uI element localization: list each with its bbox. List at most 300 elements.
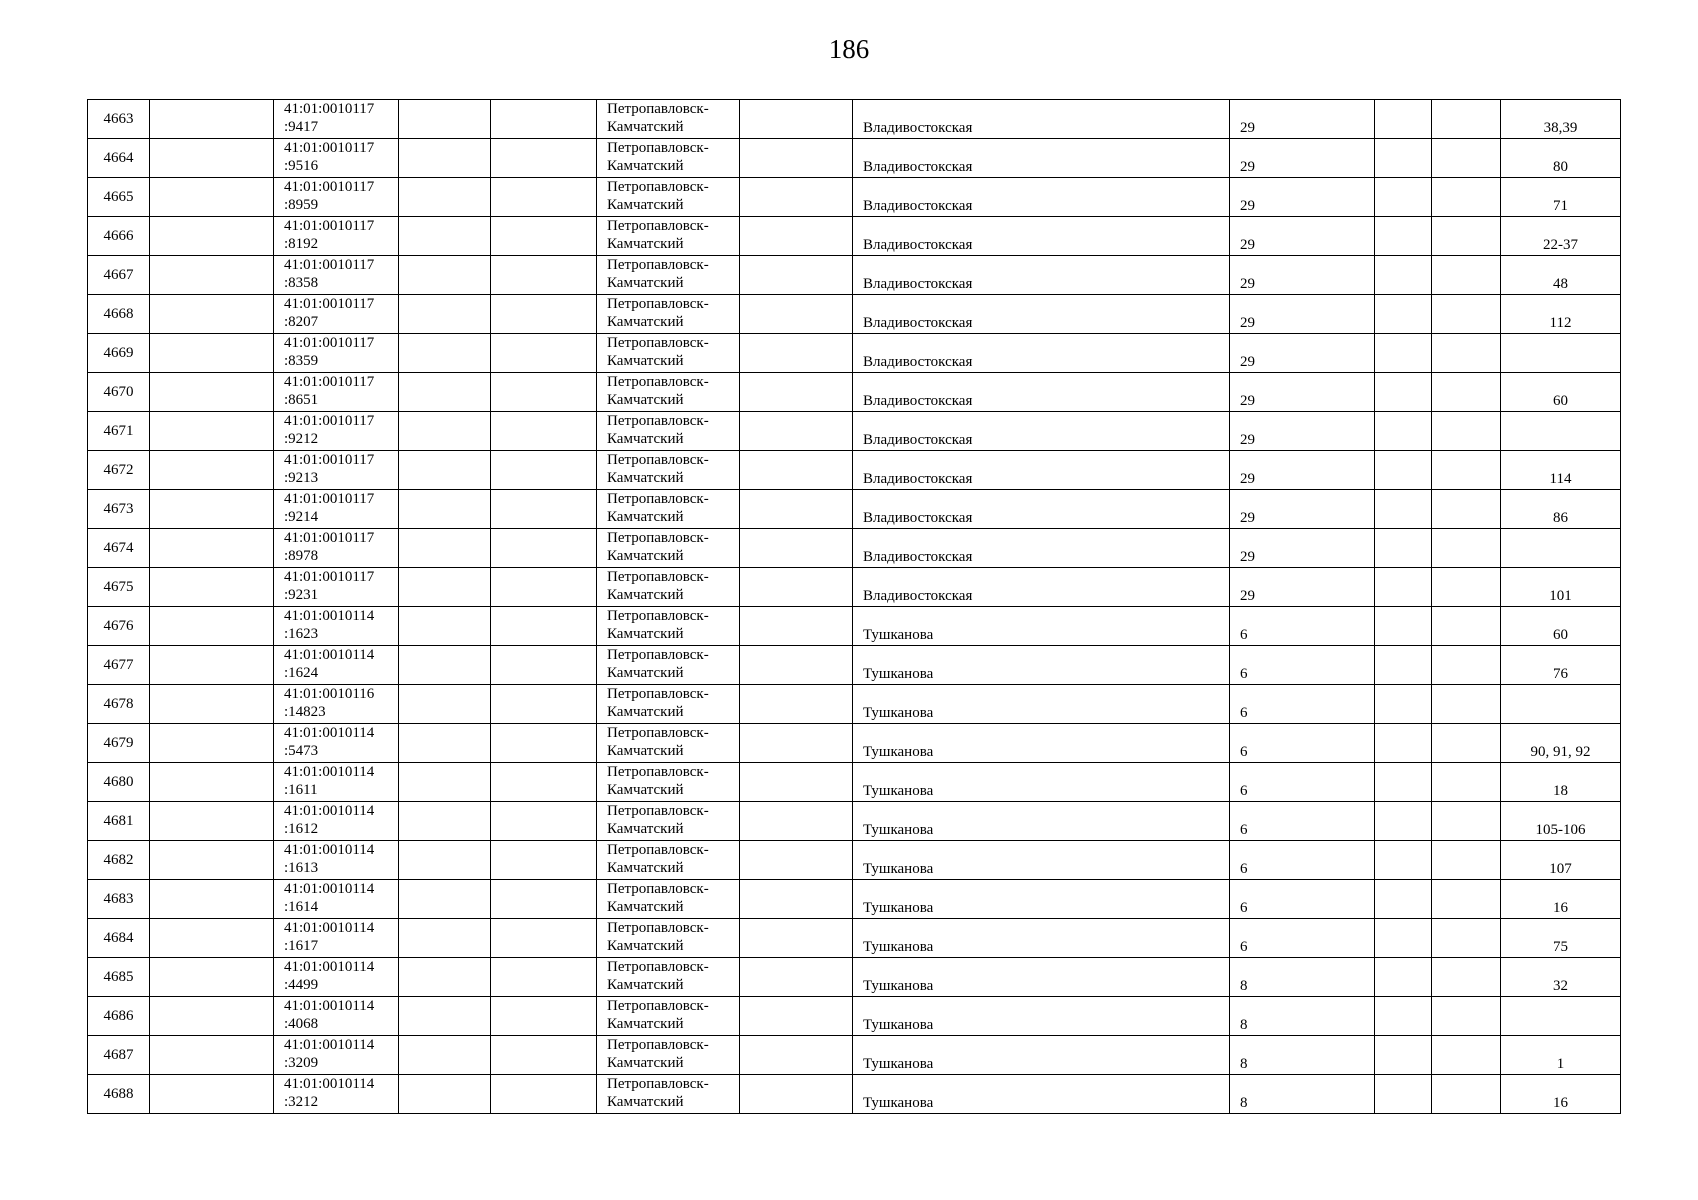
empty-cell (150, 529, 274, 568)
city-part2: Камчатский (607, 197, 684, 213)
city-cell (597, 100, 740, 139)
street-cell (853, 373, 1230, 412)
street-name: Тушканова (863, 900, 934, 916)
city-part1: Петропавловск- (607, 374, 709, 390)
row-number: 4665 (103, 189, 134, 205)
cadastral-number-part2: :4068 (284, 1016, 319, 1032)
cadastral-number-cell (274, 412, 399, 451)
empty-cell (150, 451, 274, 490)
empty-cell (1432, 334, 1501, 373)
empty-cell (491, 295, 597, 334)
city-part1: Петропавловск- (607, 725, 709, 741)
street-cell (853, 958, 1230, 997)
table-row (88, 529, 1621, 568)
empty-cell (491, 919, 597, 958)
street-name: Владивостокская (863, 471, 973, 487)
cadastral-number-cell (274, 295, 399, 334)
street-name: Владивостокская (863, 549, 973, 565)
apartment-cell (1501, 607, 1621, 646)
table-row (88, 100, 1621, 139)
apartment-cell (1501, 100, 1621, 139)
row-number-cell (88, 763, 150, 802)
empty-cell (491, 841, 597, 880)
street-name: Тушканова (863, 1017, 934, 1033)
empty-cell (399, 685, 491, 724)
empty-cell (1432, 1036, 1501, 1075)
empty-cell (740, 1075, 853, 1114)
row-number: 4668 (103, 306, 134, 322)
empty-cell (150, 139, 274, 178)
apartment-cell (1501, 490, 1621, 529)
empty-cell (1375, 1036, 1432, 1075)
cadastral-number-part2: :8192 (284, 236, 319, 252)
apartment-cell (1501, 568, 1621, 607)
cadastral-number-part2: :9516 (284, 158, 319, 174)
table-body (88, 100, 1621, 1114)
table-row (88, 295, 1621, 334)
empty-cell (491, 1075, 597, 1114)
empty-cell (1375, 178, 1432, 217)
city-part2: Камчатский (607, 158, 684, 174)
cadastral-number-part1: 41:01:0010114 (284, 803, 375, 819)
house-cell (1230, 802, 1375, 841)
row-number: 4666 (103, 228, 134, 244)
apartment-number: 105-106 (1535, 822, 1586, 838)
empty-cell (1432, 568, 1501, 607)
row-number: 4686 (103, 1008, 134, 1024)
street-cell (853, 529, 1230, 568)
city-part2: Камчатский (607, 938, 684, 954)
street-cell (853, 178, 1230, 217)
table-row (88, 685, 1621, 724)
city-cell (597, 958, 740, 997)
row-number: 4682 (103, 852, 134, 868)
city-part2: Камчатский (607, 548, 684, 564)
house-cell (1230, 490, 1375, 529)
apartment-number: 114 (1549, 471, 1572, 487)
street-name: Тушканова (863, 744, 934, 760)
row-number: 4670 (103, 384, 134, 400)
street-name: Владивостокская (863, 588, 973, 604)
empty-cell (399, 529, 491, 568)
street-name: Владивостокская (863, 198, 973, 214)
row-number-cell (88, 685, 150, 724)
cadastral-number-part2: :9231 (284, 587, 319, 603)
city-cell (597, 568, 740, 607)
row-number-cell (88, 568, 150, 607)
apartment-cell (1501, 646, 1621, 685)
city-part2: Камчатский (607, 782, 684, 798)
empty-cell (399, 178, 491, 217)
empty-cell (150, 100, 274, 139)
city-cell (597, 919, 740, 958)
street-name: Владивостокская (863, 393, 973, 409)
empty-cell (740, 1036, 853, 1075)
apartment-number: 16 (1553, 1095, 1568, 1111)
empty-cell (150, 256, 274, 295)
city-part1: Петропавловск- (607, 920, 709, 936)
street-name: Тушканова (863, 627, 934, 643)
street-cell (853, 685, 1230, 724)
table-row (88, 568, 1621, 607)
row-number: 4675 (103, 579, 134, 595)
city-part1: Петропавловск- (607, 335, 709, 351)
city-cell (597, 178, 740, 217)
apartment-number: 32 (1553, 978, 1568, 994)
row-number: 4674 (103, 540, 134, 556)
empty-cell (1432, 997, 1501, 1036)
cadastral-number-part1: 41:01:0010116 (284, 686, 375, 702)
house-cell (1230, 1036, 1375, 1075)
empty-cell (1432, 373, 1501, 412)
house-number: 6 (1240, 627, 1248, 643)
city-part1: Петропавловск- (607, 530, 709, 546)
row-number-cell (88, 997, 150, 1036)
empty-cell (150, 841, 274, 880)
city-cell (597, 295, 740, 334)
cadastral-number-cell (274, 841, 399, 880)
house-cell (1230, 919, 1375, 958)
cadastral-number-part2: :8959 (284, 197, 319, 213)
apartment-number: 86 (1553, 510, 1568, 526)
apartment-cell (1501, 217, 1621, 256)
cadastral-number-part1: 41:01:0010117 (284, 335, 375, 351)
street-cell (853, 1075, 1230, 1114)
empty-cell (1375, 295, 1432, 334)
row-number-cell (88, 1075, 150, 1114)
cadastral-number-part2: :1624 (284, 665, 319, 681)
empty-cell (150, 607, 274, 646)
street-name: Тушканова (863, 978, 934, 994)
empty-cell (1375, 802, 1432, 841)
empty-cell (740, 373, 853, 412)
street-name: Владивостокская (863, 354, 973, 370)
apartment-number: 75 (1553, 939, 1568, 955)
house-number: 6 (1240, 705, 1248, 721)
empty-cell (150, 802, 274, 841)
street-cell (853, 802, 1230, 841)
city-part2: Камчатский (607, 1094, 684, 1110)
street-name: Владивостокская (863, 276, 973, 292)
cadastral-number-cell (274, 607, 399, 646)
empty-cell (399, 880, 491, 919)
cadastral-number-cell (274, 880, 399, 919)
empty-cell (399, 334, 491, 373)
city-part2: Камчатский (607, 236, 684, 252)
empty-cell (1432, 958, 1501, 997)
row-number: 4669 (103, 345, 134, 361)
cadastral-number-part2: :1617 (284, 938, 319, 954)
city-part2: Камчатский (607, 821, 684, 837)
street-cell (853, 646, 1230, 685)
empty-cell (491, 568, 597, 607)
empty-cell (491, 334, 597, 373)
cadastral-number-part2: :8978 (284, 548, 319, 564)
empty-cell (1375, 256, 1432, 295)
empty-cell (1432, 100, 1501, 139)
street-cell (853, 451, 1230, 490)
street-name: Владивостокская (863, 237, 973, 253)
house-number: 6 (1240, 900, 1248, 916)
street-cell (853, 295, 1230, 334)
cadastral-number-part1: 41:01:0010117 (284, 413, 375, 429)
city-cell (597, 373, 740, 412)
table-row (88, 763, 1621, 802)
city-part2: Камчатский (607, 470, 684, 486)
empty-cell (399, 841, 491, 880)
empty-cell (1375, 958, 1432, 997)
empty-cell (399, 568, 491, 607)
cadastral-number-part1: 41:01:0010114 (284, 608, 375, 624)
empty-cell (1432, 802, 1501, 841)
empty-cell (740, 880, 853, 919)
empty-cell (399, 490, 491, 529)
house-number: 29 (1240, 393, 1255, 409)
city-cell (597, 997, 740, 1036)
table-row (88, 490, 1621, 529)
table-row (88, 841, 1621, 880)
cadastral-number-part2: :3209 (284, 1055, 319, 1071)
empty-cell (1375, 100, 1432, 139)
row-number-cell (88, 412, 150, 451)
empty-cell (1375, 646, 1432, 685)
table-row (88, 958, 1621, 997)
empty-cell (740, 802, 853, 841)
table-row (88, 412, 1621, 451)
empty-cell (399, 373, 491, 412)
row-number: 4676 (103, 618, 134, 634)
apartment-number: 38,39 (1543, 120, 1578, 136)
row-number: 4681 (103, 813, 134, 829)
empty-cell (491, 802, 597, 841)
empty-cell (740, 763, 853, 802)
empty-cell (1432, 412, 1501, 451)
empty-cell (150, 295, 274, 334)
row-number-cell (88, 880, 150, 919)
empty-cell (740, 529, 853, 568)
street-name: Владивостокская (863, 159, 973, 175)
row-number-cell (88, 295, 150, 334)
empty-cell (150, 373, 274, 412)
empty-cell (399, 607, 491, 646)
table-row (88, 1036, 1621, 1075)
row-number-cell (88, 334, 150, 373)
apartment-cell (1501, 880, 1621, 919)
empty-cell (740, 490, 853, 529)
house-number: 8 (1240, 1017, 1248, 1033)
row-number: 4673 (103, 501, 134, 517)
empty-cell (150, 412, 274, 451)
house-number: 6 (1240, 939, 1248, 955)
apartment-number: 107 (1549, 861, 1572, 877)
row-number-cell (88, 139, 150, 178)
empty-cell (399, 100, 491, 139)
empty-cell (740, 568, 853, 607)
apartment-cell (1501, 1036, 1621, 1075)
cadastral-number-part2: :8358 (284, 275, 319, 291)
empty-cell (399, 763, 491, 802)
empty-cell (1432, 178, 1501, 217)
cadastral-number-cell (274, 958, 399, 997)
cadastral-number-part2: :8359 (284, 353, 319, 369)
city-part2: Камчатский (607, 392, 684, 408)
empty-cell (491, 646, 597, 685)
empty-cell (491, 451, 597, 490)
city-part1: Петропавловск- (607, 140, 709, 156)
empty-cell (1432, 451, 1501, 490)
city-cell (597, 1075, 740, 1114)
street-cell (853, 490, 1230, 529)
street-name: Владивостокская (863, 120, 973, 136)
empty-cell (491, 412, 597, 451)
row-number: 4688 (103, 1086, 134, 1102)
apartment-cell (1501, 139, 1621, 178)
row-number-cell (88, 178, 150, 217)
house-cell (1230, 139, 1375, 178)
cadastral-number-cell (274, 724, 399, 763)
empty-cell (491, 217, 597, 256)
cadastral-number-part1: 41:01:0010117 (284, 491, 375, 507)
empty-cell (491, 373, 597, 412)
row-number-cell (88, 919, 150, 958)
empty-cell (740, 841, 853, 880)
empty-cell (399, 139, 491, 178)
cadastral-number-cell (274, 451, 399, 490)
city-part1: Петропавловск- (607, 218, 709, 234)
apartment-cell (1501, 802, 1621, 841)
empty-cell (491, 724, 597, 763)
city-part2: Камчатский (607, 509, 684, 525)
cadastral-number-part1: 41:01:0010117 (284, 569, 375, 585)
cadastral-number-part1: 41:01:0010114 (284, 725, 375, 741)
row-number: 4683 (103, 891, 134, 907)
house-cell (1230, 334, 1375, 373)
house-cell (1230, 373, 1375, 412)
empty-cell (1375, 880, 1432, 919)
empty-cell (150, 490, 274, 529)
cadastral-number-part2: :9417 (284, 119, 319, 135)
street-name: Тушканова (863, 783, 934, 799)
empty-cell (1375, 607, 1432, 646)
cadastral-number-part1: 41:01:0010114 (284, 1076, 375, 1092)
cadastral-number-cell (274, 334, 399, 373)
empty-cell (491, 529, 597, 568)
empty-cell (491, 490, 597, 529)
city-part2: Камчатский (607, 119, 684, 135)
empty-cell (1375, 217, 1432, 256)
cadastral-number-cell (274, 685, 399, 724)
empty-cell (1432, 880, 1501, 919)
cadastral-number-part1: 41:01:0010117 (284, 218, 375, 234)
empty-cell (399, 1036, 491, 1075)
cadastral-number-part2: :9213 (284, 470, 319, 486)
city-part2: Камчатский (607, 665, 684, 681)
empty-cell (1375, 685, 1432, 724)
street-cell (853, 217, 1230, 256)
street-cell (853, 334, 1230, 373)
row-number-cell (88, 373, 150, 412)
apartment-cell (1501, 295, 1621, 334)
cadastral-number-part2: :9214 (284, 509, 319, 525)
apartment-cell (1501, 958, 1621, 997)
cadastral-number-part1: 41:01:0010117 (284, 530, 375, 546)
empty-cell (1375, 568, 1432, 607)
empty-cell (1432, 763, 1501, 802)
empty-cell (1375, 841, 1432, 880)
street-cell (853, 1036, 1230, 1075)
street-name: Тушканова (863, 822, 934, 838)
cadastral-number-cell (274, 373, 399, 412)
cadastral-number-part2: :1611 (284, 782, 318, 798)
empty-cell (399, 256, 491, 295)
street-cell (853, 763, 1230, 802)
house-cell (1230, 178, 1375, 217)
street-name: Владивостокская (863, 510, 973, 526)
house-number: 8 (1240, 1095, 1248, 1111)
cadastral-number-part2: :5473 (284, 743, 319, 759)
city-cell (597, 529, 740, 568)
cadastral-number-cell (274, 217, 399, 256)
empty-cell (399, 919, 491, 958)
empty-cell (399, 1075, 491, 1114)
street-cell (853, 100, 1230, 139)
cadastral-number-part2: :9212 (284, 431, 319, 447)
table-row (88, 880, 1621, 919)
empty-cell (150, 880, 274, 919)
cadastral-number-cell (274, 763, 399, 802)
street-name: Тушканова (863, 861, 934, 877)
table-row (88, 334, 1621, 373)
house-cell (1230, 568, 1375, 607)
table-row (88, 1075, 1621, 1114)
apartment-number: 1 (1556, 1056, 1565, 1072)
house-cell (1230, 412, 1375, 451)
house-cell (1230, 256, 1375, 295)
street-name: Тушканова (863, 1056, 934, 1072)
empty-cell (150, 178, 274, 217)
empty-cell (1375, 451, 1432, 490)
cadastral-number-cell (274, 1075, 399, 1114)
row-number-cell (88, 256, 150, 295)
city-cell (597, 841, 740, 880)
apartment-cell (1501, 997, 1621, 1036)
empty-cell (1432, 490, 1501, 529)
empty-cell (1375, 373, 1432, 412)
empty-cell (399, 412, 491, 451)
apartment-number: 18 (1553, 783, 1568, 799)
apartment-cell (1501, 373, 1621, 412)
empty-cell (491, 100, 597, 139)
street-name: Владивостокская (863, 432, 973, 448)
empty-cell (491, 880, 597, 919)
empty-cell (399, 724, 491, 763)
row-number-cell (88, 724, 150, 763)
street-cell (853, 139, 1230, 178)
empty-cell (1432, 295, 1501, 334)
cadastral-number-cell (274, 529, 399, 568)
row-number: 4687 (103, 1047, 134, 1063)
street-cell (853, 412, 1230, 451)
city-part2: Камчатский (607, 899, 684, 915)
house-number: 6 (1240, 861, 1248, 877)
house-number: 29 (1240, 315, 1255, 331)
row-number-cell (88, 958, 150, 997)
row-number-cell (88, 802, 150, 841)
house-number: 29 (1240, 276, 1255, 292)
empty-cell (491, 763, 597, 802)
cadastral-number-part2: :3212 (284, 1094, 319, 1110)
city-cell (597, 646, 740, 685)
